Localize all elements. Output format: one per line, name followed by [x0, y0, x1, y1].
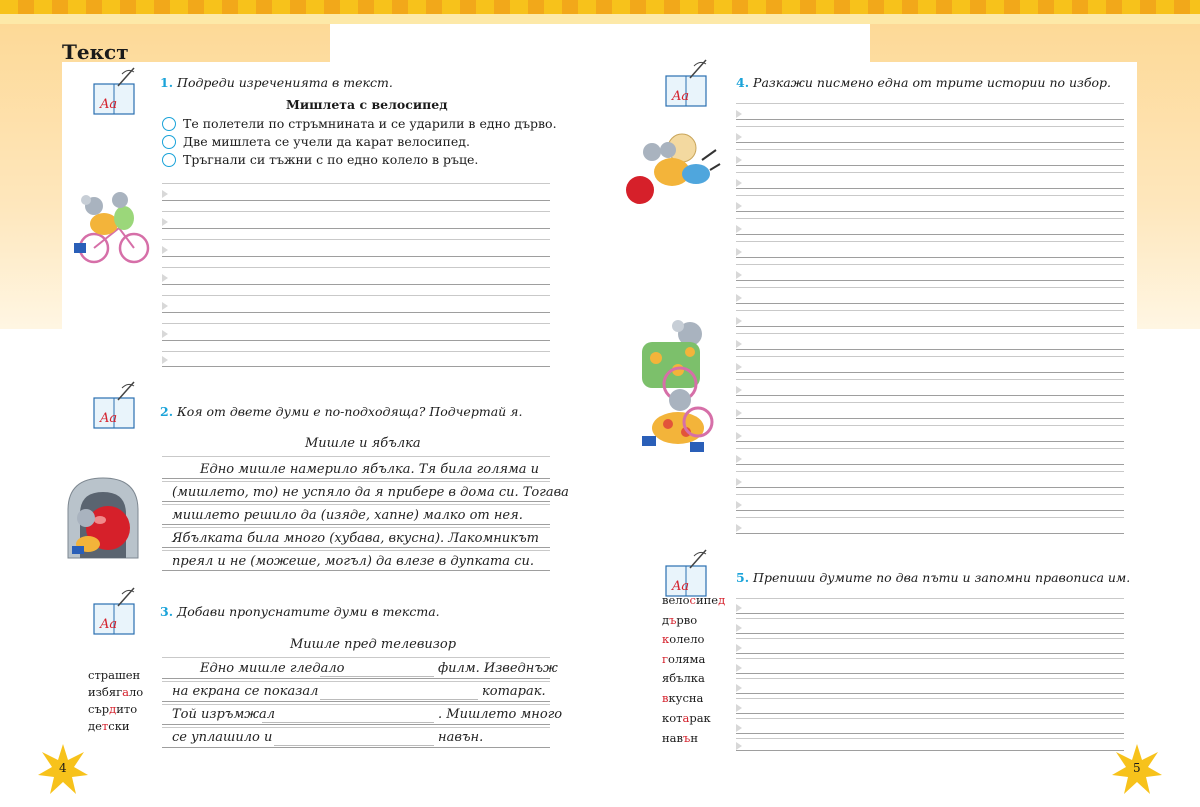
- task5-text: Препиши думите по два пъти и запомни правописа им.: [753, 570, 1131, 585]
- svg-text:Aa: Aa: [100, 617, 118, 632]
- task3-segment: на екрана се показал: [172, 684, 319, 699]
- task1-number: 1.: [160, 75, 174, 90]
- sentence-2: Две мишлета се учели да карат велосипед.: [183, 134, 470, 149]
- spelling-word: навън: [662, 731, 698, 745]
- spelling-word: котарак: [662, 711, 711, 725]
- order-circle[interactable]: [162, 153, 176, 167]
- word-bank-item: избягало: [88, 685, 144, 699]
- mice-bicycle-illustration: [64, 188, 154, 268]
- order-circle[interactable]: [162, 117, 176, 131]
- book-pencil-icon: [92, 66, 142, 118]
- task4-text: Разкажи писмено една от трите истории по избор.: [753, 75, 1111, 90]
- word-bank-item: сърдито: [88, 702, 138, 716]
- task3-heading: Мишле пред телевизор: [290, 637, 457, 652]
- task3-segment: навън.: [438, 730, 484, 745]
- spelling-word: велосипед: [662, 593, 726, 607]
- top-decorative-band: [0, 0, 1200, 14]
- mouse-helmet-illustration: [622, 130, 722, 210]
- task1-text: Подреди изреченията в текст.: [177, 75, 393, 90]
- task2-line[interactable]: преял и не (можеше, могъл) да влезе в дупката си.: [172, 554, 534, 569]
- task3-segment: филм. Изведнъж: [438, 661, 558, 676]
- word-bank-item: детски: [88, 719, 130, 733]
- svg-text:Aa: Aa: [100, 97, 118, 112]
- task2-line[interactable]: Едно мишле намерило ябълка. Тя била голяма и: [200, 462, 539, 477]
- page-number-right: 5: [1133, 761, 1141, 775]
- task2-line[interactable]: Ябълката била много (хубава, вкусна). Лакомникът: [172, 531, 539, 546]
- task1-prompt: [160, 75, 393, 90]
- order-circle[interactable]: [162, 135, 176, 149]
- svg-text:Aa: Aa: [672, 89, 690, 104]
- task2-line[interactable]: мишлето решило да (изяде, хапне) малко от нея.: [172, 508, 523, 523]
- task3-segment: . Мишлето много: [438, 707, 563, 722]
- task5-number: 5.: [736, 570, 750, 585]
- task2-line[interactable]: (мишлето, то) не успяло да я прибере в дома си. Тогава: [172, 485, 569, 500]
- book-pencil-icon: [92, 586, 142, 638]
- task3-segment: котарак.: [482, 684, 546, 699]
- task3-number: 3.: [160, 604, 174, 619]
- page-number-left: 4: [59, 761, 67, 775]
- task3-segment: се уплашило и: [172, 730, 273, 745]
- task3-segment: Той изръмжал: [172, 707, 276, 722]
- book-pencil-icon: [664, 58, 714, 110]
- task3-segment: Едно мишле гледало: [200, 661, 345, 676]
- spelling-word: ябълка: [662, 671, 705, 685]
- task5-prompt: [736, 570, 1130, 585]
- task4-number: 4.: [736, 75, 750, 90]
- mouse-apple-illustration: [58, 470, 148, 560]
- sentence-3: Тръгнали си тъжни с по едно колело в ръце.: [183, 152, 479, 167]
- task2-text: Коя от двете думи е по-подходяща? Подчертай я.: [177, 404, 523, 419]
- spelling-word: колело: [662, 632, 705, 646]
- spelling-word: голяма: [662, 652, 706, 666]
- task2-prompt: [160, 404, 522, 419]
- book-pencil-icon: [92, 380, 142, 432]
- page-title: Текст: [62, 40, 129, 64]
- task4-prompt: [736, 75, 1111, 90]
- svg-text:Aa: Aa: [672, 579, 690, 594]
- word-bank-item: страшен: [88, 668, 141, 682]
- sentence-1: Те полетели по стръмнината и се ударили в едно дърво.: [183, 116, 557, 131]
- task3-text: Добави пропуснатите думи в текста.: [177, 604, 440, 619]
- task2-heading: Мишле и ябълка: [305, 436, 421, 451]
- svg-text:Aa: Aa: [100, 411, 118, 426]
- task3-prompt: [160, 604, 440, 619]
- spelling-word: дърво: [662, 613, 698, 627]
- top-decorative-strip: [0, 14, 1200, 24]
- spelling-word: вкусна: [662, 691, 704, 705]
- task1-heading: Мишлета с велосипед: [286, 97, 448, 112]
- task2-number: 2.: [160, 404, 174, 419]
- stacked-mice-illustration: [628, 318, 720, 458]
